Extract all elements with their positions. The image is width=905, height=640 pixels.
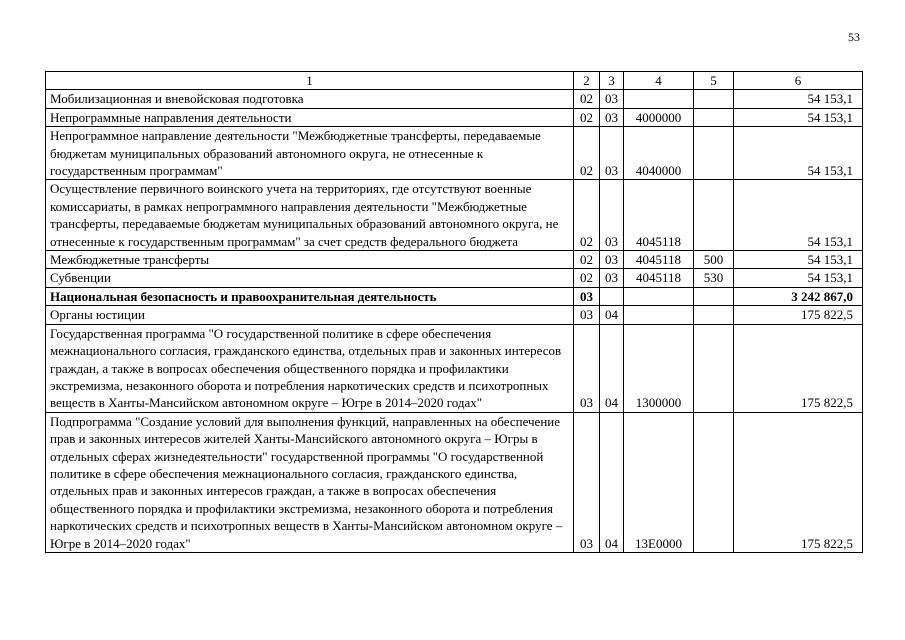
table-row (46, 251, 863, 269)
row-name-cell: Национальная безопасность и правоохранительная деятельность (46, 287, 574, 305)
subsection-code-cell (600, 287, 624, 305)
table-row (46, 287, 863, 305)
amount-cell: 54 153,1 (734, 90, 863, 108)
section-code-cell: 02 (574, 90, 600, 108)
expense-type-cell (694, 306, 734, 324)
target-item-cell (624, 306, 694, 324)
expense-type-cell (694, 90, 734, 108)
amount-cell: 54 153,1 (734, 269, 863, 287)
expense-type-cell: 530 (694, 269, 734, 287)
table-row (46, 412, 863, 552)
table-row (46, 127, 863, 180)
amount-cell: 175 822,5 (734, 306, 863, 324)
section-code-cell: 02 (574, 251, 600, 269)
subsection-code-cell: 04 (600, 306, 624, 324)
target-item-cell: 4045118 (624, 269, 694, 287)
amount-cell: 54 153,1 (734, 127, 863, 180)
expense-type-cell (694, 324, 734, 412)
section-code-cell: 03 (574, 287, 600, 305)
row-name-cell: Субвенции (46, 269, 574, 287)
subsection-code-cell: 03 (600, 127, 624, 180)
amount-cell: 175 822,5 (734, 412, 863, 552)
section-code-cell: 03 (574, 412, 600, 552)
header-col-6: 6 (734, 72, 863, 90)
expense-type-cell (694, 127, 734, 180)
target-item-cell: 4045118 (624, 180, 694, 251)
subsection-code-cell: 03 (600, 269, 624, 287)
expense-type-cell (694, 412, 734, 552)
table-row (46, 324, 863, 412)
table-row (46, 269, 863, 287)
row-name-cell: Органы юстиции (46, 306, 574, 324)
page-number: 53 (848, 30, 860, 44)
table-row (46, 108, 863, 126)
subsection-code-cell: 03 (600, 108, 624, 126)
row-name-cell: Межбюджетные трансферты (46, 251, 574, 269)
row-name-cell: Мобилизационная и вневойсковая подготовка (46, 90, 574, 108)
row-name-cell: Государственная программа "О государственной политике в сфере обеспечения межнационального согласия, гражданского единства, отдельных прав и законных интересов граждан, а также в вопросах обеспечения общественного порядка и профилактики экстремизма, незаконного оборота и потребления наркотических средств и психотропных веществ в Ханты-Мансийском автономном округе – Югре в 2014–2020 годах" (46, 324, 574, 412)
header-col-3: 3 (600, 72, 624, 90)
table-header-row (46, 72, 863, 90)
table-row (46, 306, 863, 324)
table-row (46, 90, 863, 108)
row-name-cell: Осуществление первичного воинского учета на территориях, где отсутствуют военные комиссариаты, в рамках непрограммного направления деятельности "Межбюджетные трансферты, передаваемые бюджетам муниципальных образований автономного округа, не отнесенные к государственным программам" за счет средств федерального бюджета (46, 180, 574, 251)
header-col-2: 2 (574, 72, 600, 90)
section-code-cell: 02 (574, 108, 600, 126)
subsection-code-cell: 03 (600, 90, 624, 108)
amount-cell: 3 242 867,0 (734, 287, 863, 305)
target-item-cell: 1300000 (624, 324, 694, 412)
target-item-cell: 13Е0000 (624, 412, 694, 552)
row-name-cell: Подпрограмма "Создание условий для выполнения функций, направленных на обеспечение прав и законных интересов жителей Ханты-Мансийского автономного округа – Югры в отдельных сферах жизнедеятельности" государственной программы "О государственной политике в сфере обеспечения межнационального согласия, гражданского единства, отдельных прав и законных интересов граждан, а также в вопросах обеспечения общественного порядка и профилактики экстремизма, незаконного оборота и потребления наркотических средств и психотропных веществ в Ханты-Мансийском автономном округе – Югре в 2014–2020 годах" (46, 412, 574, 552)
budget-table (45, 71, 863, 553)
section-code-cell: 02 (574, 180, 600, 251)
amount-cell: 175 822,5 (734, 324, 863, 412)
target-item-cell: 4000000 (624, 108, 694, 126)
expense-type-cell (694, 287, 734, 305)
amount-cell: 54 153,1 (734, 180, 863, 251)
expense-type-cell (694, 180, 734, 251)
row-name-cell: Непрограммное направление деятельности "Межбюджетные трансферты, передаваемые бюджетам муниципальных образований автономного округа, не отнесенные к государственным программам" (46, 127, 574, 180)
table-row (46, 180, 863, 251)
target-item-cell: 4045118 (624, 251, 694, 269)
header-col-1: 1 (46, 72, 574, 90)
subsection-code-cell: 04 (600, 324, 624, 412)
subsection-code-cell: 04 (600, 412, 624, 552)
subsection-code-cell: 03 (600, 251, 624, 269)
amount-cell: 54 153,1 (734, 251, 863, 269)
section-code-cell: 03 (574, 306, 600, 324)
amount-cell: 54 153,1 (734, 108, 863, 126)
target-item-cell (624, 90, 694, 108)
expense-type-cell: 500 (694, 251, 734, 269)
section-code-cell: 03 (574, 324, 600, 412)
expense-type-cell (694, 108, 734, 126)
section-code-cell: 02 (574, 127, 600, 180)
header-col-5: 5 (694, 72, 734, 90)
subsection-code-cell: 03 (600, 180, 624, 251)
section-code-cell: 02 (574, 269, 600, 287)
target-item-cell (624, 287, 694, 305)
row-name-cell: Непрограммные направления деятельности (46, 108, 574, 126)
header-col-4: 4 (624, 72, 694, 90)
target-item-cell: 4040000 (624, 127, 694, 180)
